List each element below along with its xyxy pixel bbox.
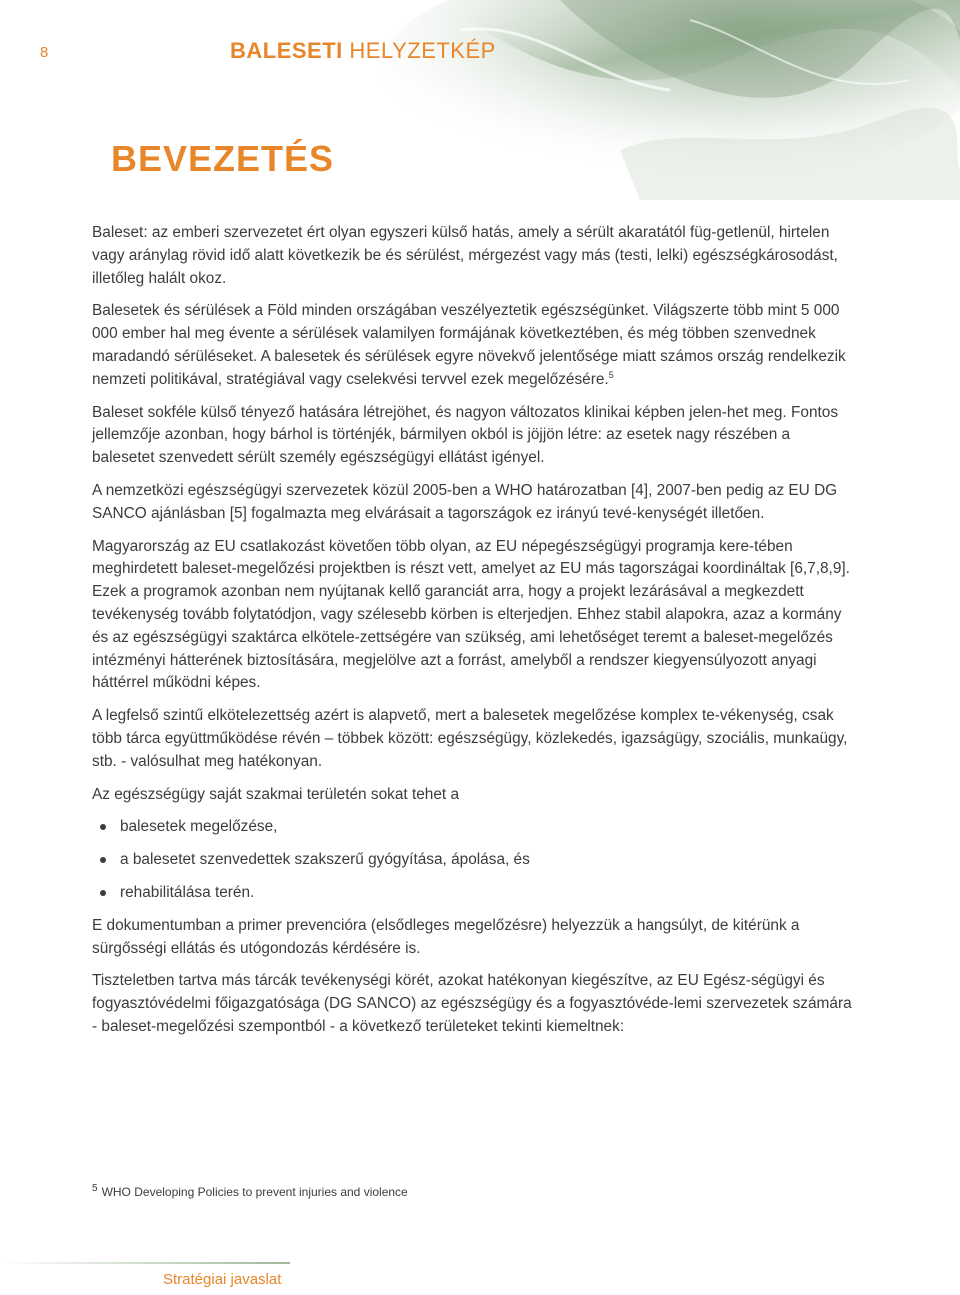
footnote-text: WHO Developing Policies to prevent injuries and violence	[101, 1185, 408, 1199]
paragraph-health-sector: Az egészségügy saját szakmai területén sokat tehet a	[92, 785, 460, 803]
footer-divider	[0, 1262, 290, 1264]
running-header	[230, 38, 496, 64]
paragraph-worldwide	[92, 300, 852, 391]
page-number: 8	[40, 44, 49, 61]
paragraph-who: A nemzetközi egészségügyi szervezetek közül 2005-ben a WHO határozatban [4], 2007-ben pedig az EU DG SANCO ajánlásban [5] fogalmazta meg elvárásait a tagországok ez irányú tevé-kenységét illetően.	[92, 481, 838, 522]
list-item: a balesetet szenvedettek szakszerű gyógyítása, ápolása, és	[92, 849, 852, 872]
paragraph-commitment: A legfelső szintű elkötelezettség azért is alapvető, mert a balesetek megelőzése komplex te-vékenység, csak több tárca együttműködése révén – többek között: egészségügy, közlekedés, igazságügy, szociális, munkaügy, stb. - valósulhat meg hatékonyan.	[92, 707, 848, 770]
footer-label: Stratégiai javaslat	[163, 1271, 282, 1288]
paragraph-definition: Baleset: az emberi szervezetet ért olyan egyszeri külső hatás, amely a sérült akaratától füg-getlenül, hirtelen vagy aránylag rövid idő alatt következik be és sérülést, mérgezést vagy más (testi, lelki) egészségkárosodást, illetőleg halált okoz.	[92, 224, 838, 287]
bullet-list	[92, 816, 852, 904]
footnote-number: 5	[92, 1183, 98, 1194]
paragraph-primary-prevention: E dokumentumban a primer prevencióra (elsődleges megelőzésre) helyezzük a hangsúlyt, de kitérünk a sürgősségi ellátás és utógondozás kérdésére is.	[92, 916, 800, 957]
paragraph-clinical: Baleset sokféle külső tényező hatására létrejöhet, és nagyon változatos klinikai képben jelen-het meg. Fontos jellemzője azonban, hogy bárhol is történjék, bármilyen okból is jöjjön létre: az esetek nagy részében a balesetet szenvedett sérült személy egészségügyi ellátást igényel.	[92, 403, 839, 467]
paragraph-hungary: Magyarország az EU csatlakozást követően több olyan, az EU népegészségügyi programja kere-tében meghirdetett baleset-megelőzési projektben is részt vett, amelyet az EU más tagországai koordináltak [6,7,8,9]. Ezek a programok azonban nem nyújtanak kellő garanciát arra, hogy a projekt lezárásával a megkezdett tevékenység tovább folytatódjon, vagy szélesebb körben is elterjedjen. Ehhez stabil alapokra, azaz a kormány és az egészségügyi szaktárca elkötele-zettségére van szükség, ami lehetőséget teremt a baleset-megelőzés intézményi hátterének biztosítására, megjelölve azt a forrást, amelyből a rendszer kiegyensúlyozott anyagi háttérrel működni képes.	[92, 537, 850, 692]
running-header-bold: BALESETI	[230, 38, 343, 63]
footnote-reference: 5	[608, 369, 614, 380]
body-text	[92, 222, 852, 1049]
section-title: BEVEZETÉS	[111, 138, 335, 179]
paragraph-worldwide-text: Balesetek és sérülések a Föld minden országában veszélyeztetik egészségünket. Világszerte több mint 5 000 000 ember hal meg évente a sérülések valamilyen formájának következtében, és még többen szenvednek maradandó sérüléseket. A balesetek és sérülések egyre növekvő jelentősége miatt számos ország rendelkezik nemzeti politikával, stratégiával vagy cselekvési tervvel ezek megelőzésére.	[92, 302, 846, 388]
footnote	[92, 1183, 408, 1199]
running-header-light: HELYZETKÉP	[349, 38, 496, 63]
list-item: balesetek megelőzése,	[92, 816, 852, 839]
list-item: rehabilitálása terén.	[92, 882, 852, 905]
decorative-green-swirl	[260, 0, 960, 200]
paragraph-dg-sanco: Tiszteletben tartva más tárcák tevékenységi körét, azokat hatékonyan kiegészítve, az EU Egész-ségügyi és fogyasztóvédelmi főigazgatósága (DG SANCO) az egészségügy és a fogyasztóvéde-lemi szervezetek számára - baleset-megelőzési szempontból - a következő területeket tekinti kiemeltnek:	[92, 972, 852, 1035]
